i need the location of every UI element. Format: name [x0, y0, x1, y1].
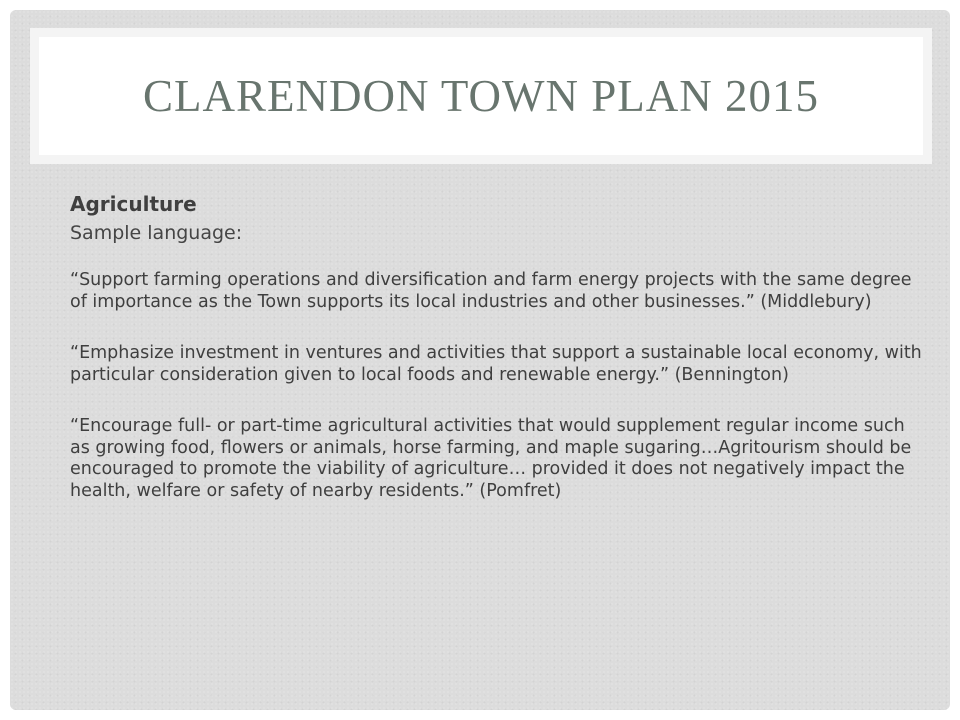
quote-bennington: “Emphasize investment in ventures and activities that support a sustainable local economy, with particular consideration given to local foods and renewable energy.” (Bennington) — [70, 343, 922, 385]
quote-middlebury: “Support farming operations and diversification and farm energy projects with the same degree of importance as the Town supports its local industries and other businesses.” (Middlebury) — [70, 270, 912, 312]
slide-title: CLARENDON TOWN PLAN 2015 — [142, 71, 820, 121]
title-box — [39, 37, 923, 155]
quote-pomfret: “Encourage full- or part-time agricultural activities that would supplement regular income such as growing food, flowers or animals, horse farming, and maple sugaring…Agritourism should be encouraged to promote the viability of agriculture… provided it does not negatively impact the health, welfare or safety of nearby residents.” (Pomfret) — [70, 416, 912, 501]
section-heading: Agriculture — [70, 192, 197, 216]
section-subheading: Sample language: — [70, 222, 243, 244]
title-frame — [30, 28, 932, 164]
slide — [10, 10, 950, 710]
slide-content — [70, 192, 930, 532]
